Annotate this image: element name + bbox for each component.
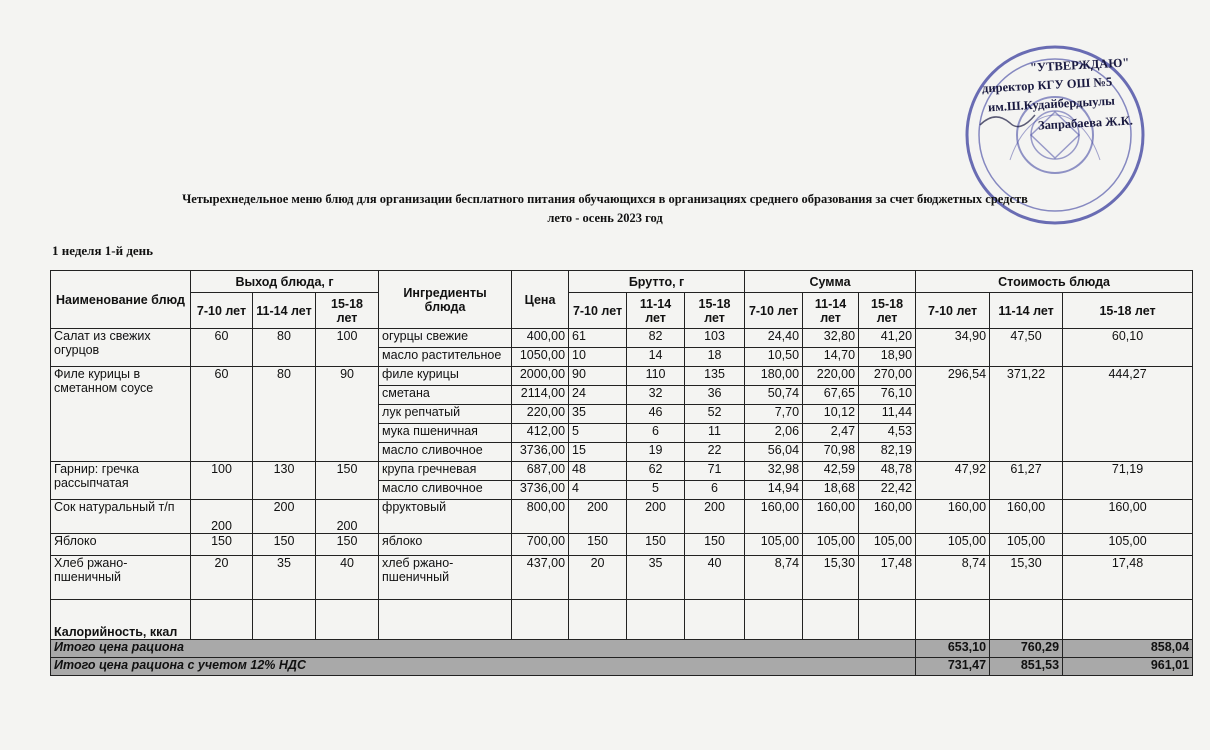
gross-15-18: 22 bbox=[685, 443, 745, 462]
output-11-14: 200 bbox=[253, 500, 316, 534]
cost-11-14: 105,00 bbox=[990, 534, 1063, 556]
output-11-14: 35 bbox=[253, 556, 316, 600]
total-vat-15-18: 961,01 bbox=[1063, 658, 1193, 676]
header-age-15-18: 15-18 лет bbox=[685, 293, 745, 329]
output-15-18: 100 bbox=[316, 329, 379, 367]
stamp-line-1: "УТВЕРЖДАЮ" bbox=[1029, 55, 1130, 75]
table-row bbox=[51, 556, 1193, 600]
sum-11-14: 14,70 bbox=[803, 348, 859, 367]
gross-7-10: 200 bbox=[569, 500, 627, 534]
header-gross: Брутто, г bbox=[569, 271, 745, 293]
gross-11-14: 82 bbox=[627, 329, 685, 348]
gross-15-18: 11 bbox=[685, 424, 745, 443]
cost-7-10: 47,92 bbox=[916, 462, 990, 500]
sum-15-18: 76,10 bbox=[859, 386, 916, 405]
cost-11-14: 47,50 bbox=[990, 329, 1063, 367]
gross-11-14: 6 bbox=[627, 424, 685, 443]
output-7-10: 200 bbox=[191, 500, 253, 534]
sum-11-14: 220,00 bbox=[803, 367, 859, 386]
output-15-18: 150 bbox=[316, 462, 379, 500]
sum-7-10: 32,98 bbox=[745, 462, 803, 481]
gross-15-18: 150 bbox=[685, 534, 745, 556]
gross-15-18: 71 bbox=[685, 462, 745, 481]
sum-7-10: 8,74 bbox=[745, 556, 803, 600]
cost-7-10: 160,00 bbox=[916, 500, 990, 534]
gross-15-18: 40 bbox=[685, 556, 745, 600]
output-11-14: 80 bbox=[253, 367, 316, 462]
total-7-10: 653,10 bbox=[916, 640, 990, 658]
header-age-7-10: 7-10 лет bbox=[191, 293, 253, 329]
header-age-11-14: 11-14 лет bbox=[990, 293, 1063, 329]
table-row bbox=[51, 500, 1193, 534]
total-15-18: 858,04 bbox=[1063, 640, 1193, 658]
sum-7-10: 2,06 bbox=[745, 424, 803, 443]
sum-11-14: 70,98 bbox=[803, 443, 859, 462]
gross-15-18: 135 bbox=[685, 367, 745, 386]
gross-15-18: 6 bbox=[685, 481, 745, 500]
gross-7-10: 150 bbox=[569, 534, 627, 556]
gross-7-10: 10 bbox=[569, 348, 627, 367]
header-output: Выход блюда, г bbox=[191, 271, 379, 293]
cost-15-18: 17,48 bbox=[1063, 556, 1193, 600]
header-age-7-10: 7-10 лет bbox=[916, 293, 990, 329]
table-row bbox=[51, 367, 1193, 386]
dish-name: Яблоко bbox=[51, 534, 191, 556]
sum-11-14: 2,47 bbox=[803, 424, 859, 443]
gross-11-14: 200 bbox=[627, 500, 685, 534]
sum-7-10: 50,74 bbox=[745, 386, 803, 405]
sum-15-18: 22,42 bbox=[859, 481, 916, 500]
gross-11-14: 62 bbox=[627, 462, 685, 481]
dish-name: Хлеб ржано-пшеничный bbox=[51, 556, 191, 600]
gross-7-10: 4 bbox=[569, 481, 627, 500]
cost-15-18: 160,00 bbox=[1063, 500, 1193, 534]
sum-7-10: 14,94 bbox=[745, 481, 803, 500]
ingredient-name: сметана bbox=[379, 386, 512, 405]
cost-15-18: 71,19 bbox=[1063, 462, 1193, 500]
ingredient-price: 400,00 bbox=[512, 329, 569, 348]
menu-table bbox=[50, 270, 1193, 676]
sum-15-18: 105,00 bbox=[859, 534, 916, 556]
sum-15-18: 18,90 bbox=[859, 348, 916, 367]
output-11-14: 130 bbox=[253, 462, 316, 500]
cost-11-14: 61,27 bbox=[990, 462, 1063, 500]
header-age-11-14: 11-14 лет bbox=[253, 293, 316, 329]
total-vat-11-14: 851,53 bbox=[990, 658, 1063, 676]
sum-7-10: 160,00 bbox=[745, 500, 803, 534]
output-15-18: 150 bbox=[316, 534, 379, 556]
gross-11-14: 14 bbox=[627, 348, 685, 367]
ingredient-price: 412,00 bbox=[512, 424, 569, 443]
ingredient-price: 2000,00 bbox=[512, 367, 569, 386]
gross-11-14: 150 bbox=[627, 534, 685, 556]
sum-7-10: 180,00 bbox=[745, 367, 803, 386]
output-11-14: 150 bbox=[253, 534, 316, 556]
gross-7-10: 5 bbox=[569, 424, 627, 443]
output-7-10: 60 bbox=[191, 367, 253, 462]
output-11-14: 80 bbox=[253, 329, 316, 367]
dish-name: Сок натуральный т/п bbox=[51, 500, 191, 534]
cost-15-18: 105,00 bbox=[1063, 534, 1193, 556]
gross-15-18: 36 bbox=[685, 386, 745, 405]
ingredient-name: яблоко bbox=[379, 534, 512, 556]
sum-11-14: 10,12 bbox=[803, 405, 859, 424]
sum-15-18: 82,19 bbox=[859, 443, 916, 462]
header-age-7-10: 7-10 лет bbox=[745, 293, 803, 329]
ingredient-price: 687,00 bbox=[512, 462, 569, 481]
sum-7-10: 105,00 bbox=[745, 534, 803, 556]
ingredient-name: крупа гречневая bbox=[379, 462, 512, 481]
sum-15-18: 41,20 bbox=[859, 329, 916, 348]
gross-11-14: 46 bbox=[627, 405, 685, 424]
sum-15-18: 160,00 bbox=[859, 500, 916, 534]
total-vat-7-10: 731,47 bbox=[916, 658, 990, 676]
ingredient-price: 3736,00 bbox=[512, 481, 569, 500]
gross-11-14: 19 bbox=[627, 443, 685, 462]
header-ingredients: Ингредиенты блюда bbox=[379, 271, 512, 329]
stamp-line-4: Запрабаева Ж.К. bbox=[1037, 113, 1134, 133]
cost-15-18: 60,10 bbox=[1063, 329, 1193, 367]
ingredient-name: масло растительное bbox=[379, 348, 512, 367]
header-age-7-10: 7-10 лет bbox=[569, 293, 627, 329]
total-row bbox=[51, 640, 1193, 658]
gross-7-10: 35 bbox=[569, 405, 627, 424]
sum-11-14: 67,65 bbox=[803, 386, 859, 405]
stamp-line-3: им.Ш.Кудайбердыулы bbox=[987, 93, 1116, 115]
output-15-18: 200 bbox=[316, 500, 379, 534]
sum-7-10: 7,70 bbox=[745, 405, 803, 424]
ingredient-name: лук репчатый bbox=[379, 405, 512, 424]
output-7-10: 60 bbox=[191, 329, 253, 367]
sum-15-18: 17,48 bbox=[859, 556, 916, 600]
ingredient-name: фруктовый bbox=[379, 500, 512, 534]
header-dish-name: Наименование блюд bbox=[51, 271, 191, 329]
gross-7-10: 90 bbox=[569, 367, 627, 386]
stamp-line-2: директор КГУ ОШ №5 bbox=[981, 74, 1113, 96]
ingredient-name: хлеб ржано-пшеничный bbox=[379, 556, 512, 600]
sum-7-10: 56,04 bbox=[745, 443, 803, 462]
output-15-18: 40 bbox=[316, 556, 379, 600]
week-day-label: 1 неделя 1-й день bbox=[52, 243, 154, 258]
gross-11-14: 5 bbox=[627, 481, 685, 500]
dish-name: Салат из свежих огурцов bbox=[51, 329, 191, 367]
dish-name: Гарнир: гречка рассыпчатая bbox=[51, 462, 191, 500]
gross-11-14: 32 bbox=[627, 386, 685, 405]
document-title: Четырехнедельное меню блюд для организации бесплатного питания обучающихся в организациях среднего образования за счет бюджетных средств bbox=[182, 192, 1028, 206]
total-vat-row bbox=[51, 658, 1193, 676]
sum-15-18: 48,78 bbox=[859, 462, 916, 481]
header-age-11-14: 11-14 лет bbox=[627, 293, 685, 329]
table-row bbox=[51, 329, 1193, 348]
output-7-10: 100 bbox=[191, 462, 253, 500]
document-subtitle: лето - осень 2023 год bbox=[547, 211, 663, 225]
cost-11-14: 371,22 bbox=[990, 367, 1063, 462]
header-cost: Стоимость блюда bbox=[916, 271, 1193, 293]
sum-11-14: 105,00 bbox=[803, 534, 859, 556]
sum-7-10: 10,50 bbox=[745, 348, 803, 367]
gross-7-10: 61 bbox=[569, 329, 627, 348]
cost-15-18: 444,27 bbox=[1063, 367, 1193, 462]
sum-7-10: 24,40 bbox=[745, 329, 803, 348]
calories-label: Калорийность, ккал bbox=[51, 600, 191, 640]
ingredient-price: 2114,00 bbox=[512, 386, 569, 405]
gross-15-18: 52 bbox=[685, 405, 745, 424]
sum-11-14: 18,68 bbox=[803, 481, 859, 500]
total-11-14: 760,29 bbox=[990, 640, 1063, 658]
cost-7-10: 296,54 bbox=[916, 367, 990, 462]
sum-11-14: 42,59 bbox=[803, 462, 859, 481]
cost-11-14: 15,30 bbox=[990, 556, 1063, 600]
sum-15-18: 270,00 bbox=[859, 367, 916, 386]
cost-7-10: 105,00 bbox=[916, 534, 990, 556]
header-sum: Сумма bbox=[745, 271, 916, 293]
calories-row bbox=[51, 600, 1193, 640]
gross-7-10: 24 bbox=[569, 386, 627, 405]
cost-7-10: 8,74 bbox=[916, 556, 990, 600]
table-row bbox=[51, 462, 1193, 481]
gross-15-18: 200 bbox=[685, 500, 745, 534]
ingredient-price: 220,00 bbox=[512, 405, 569, 424]
output-7-10: 20 bbox=[191, 556, 253, 600]
header-age-15-18: 15-18 лет bbox=[316, 293, 379, 329]
gross-15-18: 103 bbox=[685, 329, 745, 348]
dish-name: Филе курицы в сметанном соусе bbox=[51, 367, 191, 462]
header-age-15-18: 15-18 лет bbox=[1063, 293, 1193, 329]
ingredient-name: огурцы свежие bbox=[379, 329, 512, 348]
ingredient-price: 800,00 bbox=[512, 500, 569, 534]
table-row bbox=[51, 534, 1193, 556]
sum-11-14: 32,80 bbox=[803, 329, 859, 348]
header-age-11-14: 11-14 лет bbox=[803, 293, 859, 329]
sum-15-18: 11,44 bbox=[859, 405, 916, 424]
ingredient-name: мука пшеничная bbox=[379, 424, 512, 443]
ingredient-price: 3736,00 bbox=[512, 443, 569, 462]
ingredient-price: 700,00 bbox=[512, 534, 569, 556]
ingredient-name: масло сливочное bbox=[379, 443, 512, 462]
sum-15-18: 4,53 bbox=[859, 424, 916, 443]
gross-7-10: 48 bbox=[569, 462, 627, 481]
total-label: Итого цена рациона bbox=[51, 640, 916, 658]
gross-7-10: 20 bbox=[569, 556, 627, 600]
total-vat-label: Итого цена рациона с учетом 12% НДС bbox=[51, 658, 916, 676]
gross-11-14: 110 bbox=[627, 367, 685, 386]
output-7-10: 150 bbox=[191, 534, 253, 556]
cost-7-10: 34,90 bbox=[916, 329, 990, 367]
ingredient-name: масло сливочное bbox=[379, 481, 512, 500]
sum-11-14: 160,00 bbox=[803, 500, 859, 534]
gross-7-10: 15 bbox=[569, 443, 627, 462]
sum-11-14: 15,30 bbox=[803, 556, 859, 600]
ingredient-price: 1050,00 bbox=[512, 348, 569, 367]
gross-15-18: 18 bbox=[685, 348, 745, 367]
header-age-15-18: 15-18 лет bbox=[859, 293, 916, 329]
gross-11-14: 35 bbox=[627, 556, 685, 600]
output-15-18: 90 bbox=[316, 367, 379, 462]
cost-11-14: 160,00 bbox=[990, 500, 1063, 534]
header-price: Цена bbox=[512, 271, 569, 329]
ingredient-name: филе курицы bbox=[379, 367, 512, 386]
ingredient-price: 437,00 bbox=[512, 556, 569, 600]
